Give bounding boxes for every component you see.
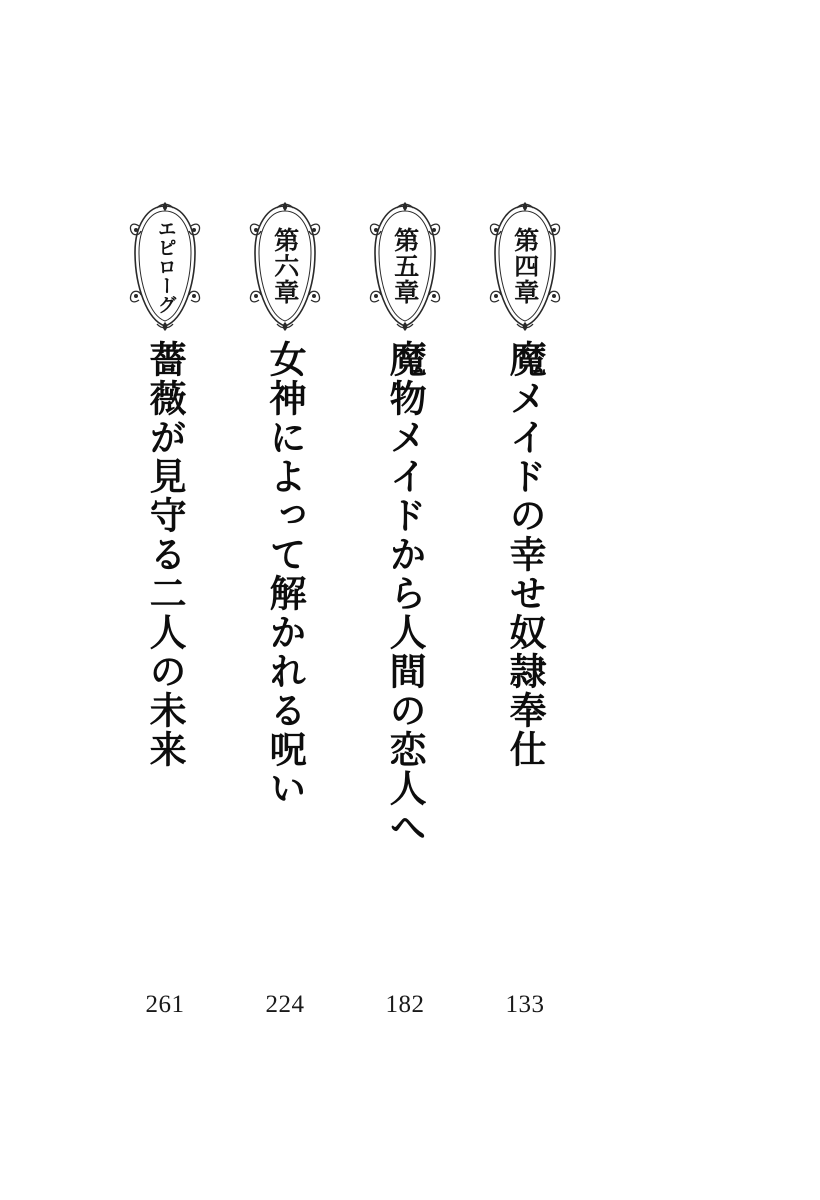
toc-entry[interactable] bbox=[363, 200, 447, 1060]
page-number: 133 bbox=[505, 991, 545, 1018]
toc-entry[interactable] bbox=[243, 200, 327, 1060]
toc-entry[interactable] bbox=[483, 200, 567, 1060]
page-number-row bbox=[0, 985, 820, 1025]
page-number: 224 bbox=[265, 991, 305, 1018]
entry-title: 魔物メイドから人間の恋人へ bbox=[383, 340, 428, 847]
toc-entry-list bbox=[0, 200, 820, 1060]
entry-title: 魔メイドの幸せ奴隷奉仕 bbox=[503, 340, 548, 769]
chapter-label: 第五章 bbox=[390, 227, 420, 305]
ornament-frame-icon bbox=[483, 200, 567, 332]
chapter-label: 第六章 bbox=[270, 227, 300, 305]
ornament-frame-icon bbox=[243, 200, 327, 332]
entry-title: 女神によって解かれる呪い bbox=[263, 340, 308, 808]
chapter-label: エピローグ bbox=[154, 218, 177, 314]
ornament-frame-icon bbox=[363, 200, 447, 332]
ornament-frame-icon bbox=[123, 200, 207, 332]
entry-title: 薔薇が見守る二人の未来 bbox=[143, 340, 188, 769]
chapter-label: 第四章 bbox=[510, 227, 540, 305]
page-number: 261 bbox=[145, 991, 185, 1018]
toc-entry[interactable] bbox=[123, 200, 207, 1060]
page-number: 182 bbox=[385, 991, 425, 1018]
